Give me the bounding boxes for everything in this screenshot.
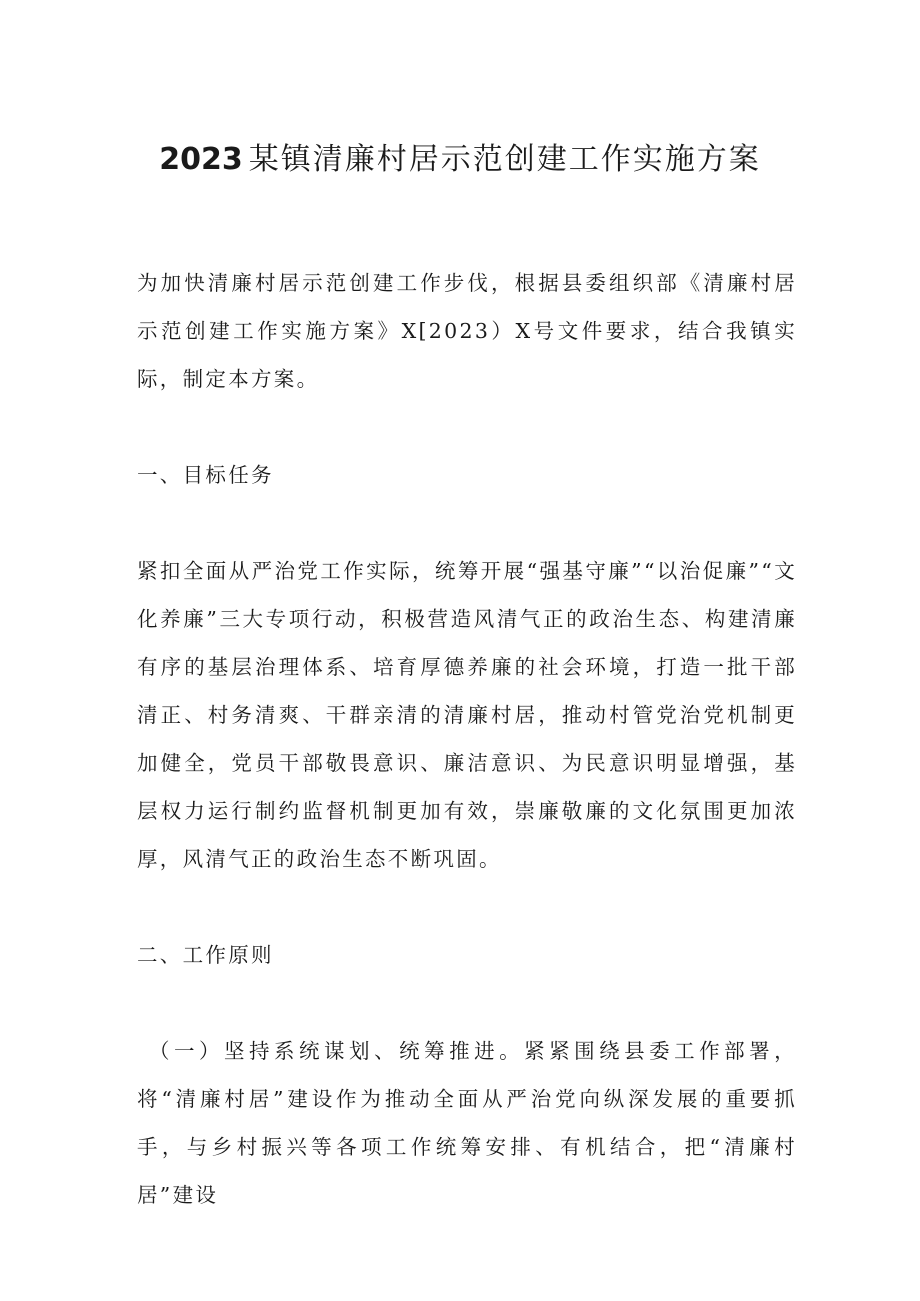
intro-paragraph: 为加快清廉村居示范创建工作步伐，根据县委组织部《清廉村居示范创建工作实施方案》X[2023）X号文件要求，结合我镇实际，制定本方案。 [137, 271, 797, 391]
document-title [0, 140, 920, 180]
section-2-heading: 二、工作原则 [137, 943, 274, 967]
section-2-item-1: （一）坚持系统谋划、统筹推进。紧紧围绕县委工作部署，将“清廉村居”建设作为推动全面从严治党向纵深发展的重要抓手，与乡村振兴等各项工作统筹安排、有机结合，把“清廉村居”建设 [137, 1039, 797, 1207]
document-title-year: 2023 [159, 142, 243, 177]
section-1-paragraph: 紧扣全面从严治党工作实际，统筹开展“强基守廉”“以治促廉”“文化养廉”三大专项行动，积极营造风清气正的政治生态、构建清廉有序的基层治理体系、培育厚德养廉的社会环境，打造一批干部清正、村务清爽、干群亲清的清廉村居，推动村管党治党机制更加健全，党员干部敬畏意识、廉洁意识、为民意识明显增强，基层权力运行制约监督机制更加有效，崇廉敬廉的文化氛围更加浓厚，风清气正的政治生态不断巩固。 [137, 559, 797, 871]
document-title-text: 某镇清廉村居示范创建工作实施方案 [248, 142, 761, 177]
section-1-heading: 一、目标任务 [137, 463, 274, 487]
